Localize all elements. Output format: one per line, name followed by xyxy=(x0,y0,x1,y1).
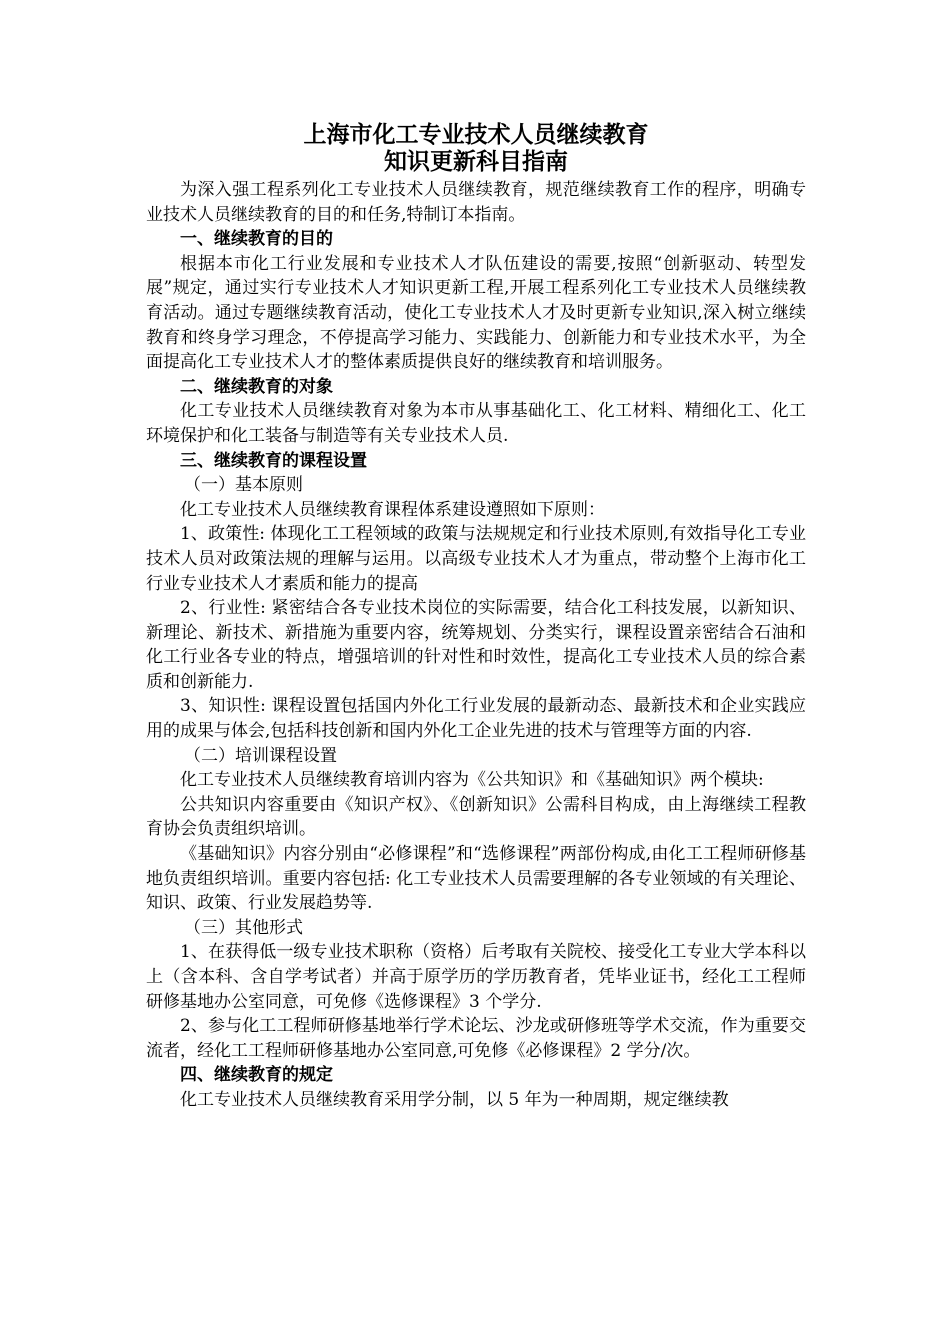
section3-sub1-item1: 1、政策性: 体现化工工程领域的政策与法规规定和行业技术原则,有效指导化工专业技术人员对政策法规的理解与运用。以高级专业技术人才为重点，带动整个上海市化工行业专业技术人才素质和能力的提高 xyxy=(146,524,806,594)
section3-sub1-item2: 2、行业性: 紧密结合各专业技术岗位的实际需要，结合化工科技发展，以新知识、新理论、新技术、新措施为重要内容，统筹规划、分类实行，课程设置亲密结合石油和化工行业各专业的特点，增强培训的针对性和时效性，提高化工专业技术人员的综合素质和创新能力. xyxy=(146,598,806,692)
document-title-line1: 上海市化工专业技术人员继续教育 xyxy=(303,122,649,148)
document-body xyxy=(146,178,806,1113)
section3-sub2-heading: （二）培训课程设置 xyxy=(184,745,337,766)
section4-paragraph: 化工专业技术人员继续教育采用学分制，以 5 年为一种周期，规定继续教 xyxy=(180,1089,729,1110)
section4-heading: 四、继续教育的规定 xyxy=(180,1065,333,1086)
intro-paragraph: 为深入强工程系列化工专业技术人员继续教育，规范继续教育工作的程序，明确专业技术人员继续教育的目的和任务,特制订本指南。 xyxy=(146,180,806,225)
section3-sub3-item2: 2、参与化工工程师研修基地举行学术论坛、沙龙或研修班等学术交流，作为重要交流者，经化工工程师研修基地办公室同意,可免修《必修课程》2 学分/次。 xyxy=(146,1016,806,1061)
section3-sub1-heading: （一）基本原则 xyxy=(184,475,303,496)
document-page xyxy=(146,118,806,1113)
section2-paragraph: 化工专业技术人员继续教育对象为本市从事基础化工、化工材料、精细化工、化工环境保护和化工装备与制造等有关专业技术人员. xyxy=(146,401,806,446)
section3-heading: 三、继续教育的课程设置 xyxy=(180,450,367,471)
section3-sub3-heading: （三）其他形式 xyxy=(184,917,303,938)
section1-heading: 一、继续教育的目的 xyxy=(180,229,333,250)
section2-heading: 二、继续教育的对象 xyxy=(180,376,333,397)
section3-sub1-item3: 3、知识性: 课程设置包括国内外化工行业发展的最新动态、最新技术和企业实践应用的成果与体会,包括科技创新和国内外化工企业先进的技术与管理等方面的内容. xyxy=(146,696,806,742)
section3-sub1-lead: 化工专业技术人员继续教育课程体系建设遵照如下原则： xyxy=(180,499,605,520)
section3-sub2-p3: 《基础知识》内容分别由“必修课程”和“选修课程”两部份构成,由化工工程师研修基地负责组织培训。重要内容包括: 化工专业技术人员需要理解的各专业领域的有关理论、知识、政策、行业发展趋势等. xyxy=(146,844,806,914)
document-title-line2: 知识更新科目指南 xyxy=(384,149,568,175)
section3-sub2-p2: 公共知识内容重要由《知识产权》、《创新知识》公需科目构成，由上海继续工程教育协会负责组织培训。 xyxy=(146,794,806,840)
section1-paragraph: 根据本市化工行业发展和专业技术人才队伍建设的需要,按照“创新驱动、转型发展”规定，通过实行专业技术人才知识更新工程,开展工程系列化工专业技术人员继续教育活动。通过专题继续教育活动，使化工专业技术人才及时更新专业知识,深入树立继续教育和终身学习理念，不停提高学习能力、实践能力、创新能力和专业技术水平，为全面提高化工专业技术人才的整体素质提供良好的继续教育和培训服务。 xyxy=(146,253,806,373)
section3-sub2-p1: 化工专业技术人员继续教育培训内容为《公共知识》和《基础知识》两个模块: xyxy=(180,770,764,791)
section3-sub3-item1: 1、在获得低一级专业技术职称（资格）后考取有关院校、接受化工专业大学本科以上（含本科、含自学考试者）并高于原学历的学历教育者，凭毕业证书，经化工工程师研修基地办公室同意，可免修《选修课程》3 个学分. xyxy=(146,942,806,1012)
